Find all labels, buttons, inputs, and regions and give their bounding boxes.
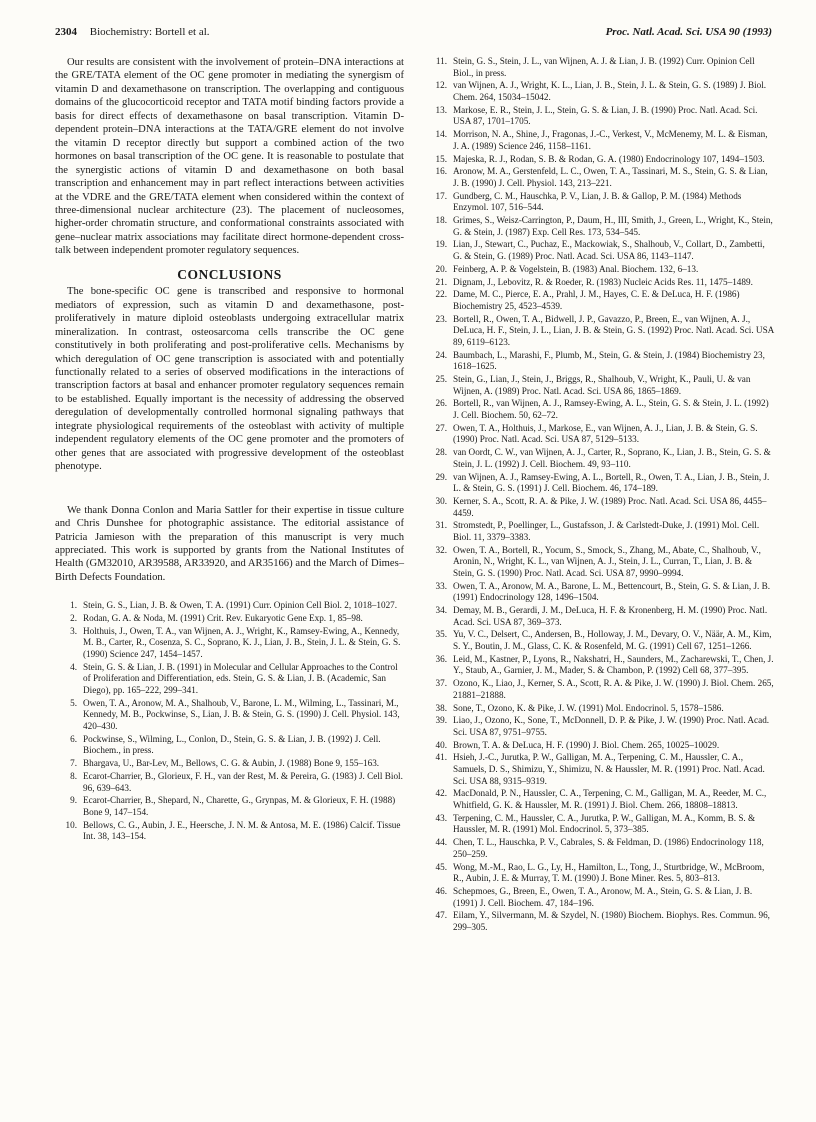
reference-entry (55, 734, 404, 757)
reference-number: 45. (435, 861, 447, 872)
reference-text: van Wijnen, A. J., Wright, K. L., Lian, J. B., Stein, J. L. & Stein, G. S. (1989) J. Biol. Chem. 264, 15034–15042. (453, 80, 767, 102)
reference-number: 27. (435, 422, 447, 433)
reference-entry (425, 105, 775, 128)
reference-text: Pockwinse, S., Wilming, L., Conlon, D., Stein, G. S. & Lian, J. B. (1992) J. Cell. Biochem., in press. (83, 733, 381, 756)
reference-entry (55, 698, 404, 733)
reference-text: Yu, V. C., Delsert, C., Andersen, B., Holloway, J. M., Devary, O. V., Näär, A. M., Kim, S. Y., Boutin, J. M., Glass, C. K. & Rosenfeld, M. G. (1991) Cell 67, 1251–1266. (453, 629, 772, 651)
reference-text: Eilam, Y., Silvermann, M. & Szydel, N. (1980) Biochem. Biophys. Res. Commun. 96, 299–305. (453, 910, 770, 932)
reference-number: 12. (435, 80, 447, 91)
reference-entry (425, 678, 775, 701)
reference-number: 37. (435, 678, 447, 689)
reference-entry (55, 758, 404, 770)
reference-text: Bellows, C. G., Aubin, J. E., Heersche, J. N. M. & Antosa, M. E. (1986) Calcif. Tissue Int. 38, 143–154. (83, 819, 401, 842)
reference-text: Baumbach, L., Marashi, F., Plumb, M., Stein, G. & Stein, J. (1984) Biochemistry 23, 1618–1625. (453, 349, 765, 372)
reference-number: 47. (435, 910, 447, 921)
reference-entry (425, 56, 775, 79)
reference-text: van Oordt, C. W., van Wijnen, A. J., Carter, R., Soprano, K., Lian, J. B., Stein, G. S. & Stein, J. L. (1992) J. Cell. Biochem. 49, 93–110. (453, 447, 771, 469)
reference-number: 39. (435, 715, 447, 726)
reference-text: Grimes, S., Weisz-Carrington, P., Daum, H., III, Smith, J., Green, L., Wright, K., Stein, G. & Stein, J. (1987) Exp. Cell Res. 173, 534–545. (453, 215, 773, 237)
reference-number: 33. (435, 580, 447, 591)
reference-text: Aronow, M. A., Gerstenfeld, L. C., Owen, T. A., Tassinari, M. S., Stein, G. S. & Lian, J. B. (1990) J. Cell. Physiol. 143, 213–221. (453, 166, 768, 188)
running-title: Biochemistry: Bortell et al. (89, 26, 210, 38)
reference-list-left (55, 600, 404, 843)
reference-entry (425, 545, 775, 580)
reference-text: Liao, J., Ozono, K., Sone, T., McDonnell, D. P. & Pike, J. W. (1990) Proc. Natl. Acad. Sci. USA 87, 9751–9755. (453, 715, 770, 737)
reference-text: Owen, T. A., Bortell, R., Yocum, S., Smock, S., Zhang, M., Abate, C., Shalhoub, V., Aronin, N., Wright, K. L., van Wijnen, A. J., Stein, J. L., Curran, T., Lian, J. B. & Stein, G. S. (1990) Proc. Natl. Acad. Sci. USA 87, 9990–9994. (453, 544, 761, 578)
reference-text: Hsieh, J.-C., Jurutka, P. W., Galligan, M. A., Terpening, C. M., Haussler, C. A., Samuels, D. S., Shimizu, Y., Shimizu, N. & Haussler, M. R. (1991) Proc. Natl. Acad. Sci. USA 88, 9315–9319. (453, 752, 765, 786)
reference-text: Dignam, J., Lebovitz, R. & Roeder, R. (1983) Nucleic Acids Res. 11, 1475–1489. (453, 276, 753, 287)
reference-number: 14. (435, 129, 447, 140)
reference-entry (55, 795, 404, 818)
reference-number: 38. (435, 702, 447, 713)
page-number: 2304 (55, 26, 77, 38)
reference-entry (425, 472, 775, 495)
discussion-paragraph: Our results are consistent with the involvement of protein–DNA interactions at the GRE/TATA element of the OC gene promoter in mediating the synergism of vitamin D and dexamethasone on transcription. The overlapping and contiguous domains of the glucocorticoid receptor and TATA motif binding factors provide a basis for direct effects of dexamethasone on basal transcription. Vitamin D-dependent protein–DNA interactions at the TATA/GRE element do not involve the vitamin D receptor directly but support a combined action of the two hormones on basal transcription of the OC gene. It is reasonable to postulate that the synergistic actions of vitamin D and dexamethasone on both basal transcription and enhancement may in part reflect interactions between activities at the VDRE and the GRE/TATA element when considered within the context of three-dimensional nuclear architecture (23). The placement of nucleosomes, higher-order chromatin structure, and conformational constraints associated with gene–nuclear matrix associations may facilitate direct hormone-dependent cross-talk between independent promoter regulatory sequences. (55, 57, 404, 257)
reference-number: 42. (435, 788, 447, 799)
reference-entry (55, 626, 404, 661)
reference-number: 30. (435, 495, 447, 506)
reference-entry (425, 191, 775, 214)
reference-entry (425, 862, 775, 885)
reference-number: 3. (70, 625, 77, 636)
reference-entry (55, 820, 404, 843)
reference-number: 32. (435, 544, 447, 555)
reference-entry (425, 166, 775, 189)
reference-number: 21. (435, 276, 447, 287)
reference-entry (425, 703, 775, 715)
reference-number: 10. (65, 819, 77, 830)
reference-number: 25. (435, 374, 447, 385)
reference-number: 29. (435, 471, 447, 482)
reference-number: 40. (435, 739, 447, 750)
reference-entry (425, 398, 775, 421)
reference-text: Gundberg, C. M., Hauschka, P. V., Lian, J. B. & Gallop, P. M. (1984) Methods Enzymol. 107, 516–544. (453, 190, 742, 213)
reference-text: Sone, T., Ozono, K. & Pike, J. W. (1991) Mol. Endocrinol. 5, 1578–1586. (453, 702, 724, 713)
reference-entry (425, 910, 775, 933)
reference-number: 28. (435, 447, 447, 458)
reference-entry (425, 215, 775, 238)
reference-text: Stein, G. S. & Lian, J. B. (1991) in Molecular and Cellular Approaches to the Control of Proliferation and Differentiation, eds. Stein, G. S. & Lian, J. B. (Academic, San Diego), pp. 165–222, 299–341. (83, 661, 398, 696)
reference-number: 8. (70, 770, 77, 781)
reference-text: Majeska, R. J., Rodan, S. B. & Rodan, G. A. (1980) Endocrinology 107, 1494–1503. (453, 153, 765, 164)
reference-text: Leid, M., Kastner, P., Lyons, R., Nakshatri, H., Saunders, M., Zacharewski, T., Chen, J. Y., Staub, A., Garnier, J. M., Mader, S. & Chambon, P. (1992) Cell 68, 377–395. (453, 653, 774, 676)
reference-entry (425, 740, 775, 752)
reference-text: Schepmoes, G., Breen, E., Owen, T. A., Aronow, M. A., Stein, G. S. & Lian, J. B. (1991) J. Cell. Biochem. 47, 184–196. (453, 885, 753, 908)
header-left (55, 26, 210, 38)
reference-number: 31. (435, 520, 447, 531)
reference-text: van Wijnen, A. J., Ramsey-Ewing, A. L., Bortell, R., Owen, T. A., Lian, J. B., Stein, J. L. & Stein, G. S. (1991) J. Cell. Biochem. 46, 174–189. (453, 471, 770, 494)
reference-text: Stromstedt, P., Poellinger, L., Gustafsson, J. & Carlstedt-Duke, J. (1991) Mol. Cell. Biol. 11, 3379–3383. (453, 520, 760, 542)
reference-number: 9. (70, 795, 77, 806)
reference-number: 23. (435, 313, 447, 324)
reference-number: 22. (435, 289, 447, 300)
reference-entry (425, 813, 775, 836)
reference-entry (425, 154, 775, 166)
reference-entry (425, 715, 775, 738)
reference-text: Feinberg, A. P. & Vogelstein, B. (1983) Anal. Biochem. 132, 6–13. (453, 263, 699, 274)
reference-text: Stein, G. S., Stein, J. L., van Wijnen, A. J. & Lian, J. B. (1992) Curr. Opinion Cell Biol., in press. (453, 56, 755, 78)
reference-entry (55, 662, 404, 697)
reference-entry (425, 289, 775, 312)
reference-entry (425, 374, 775, 397)
reference-entry (425, 277, 775, 289)
journal-citation: Proc. Natl. Acad. Sci. USA 90 (1993) (605, 26, 772, 38)
reference-entry (425, 581, 775, 604)
reference-entry (55, 771, 404, 794)
reference-text: Kerner, S. A., Scott, R. A. & Pike, J. W. (1989) Proc. Natl. Acad. Sci. USA 86, 4455–4459. (453, 495, 767, 518)
reference-text: Holthuis, J., Owen, T. A., van Wijnen, A. J., Wright, K., Ramsey-Ewing, A., Kennedy, M. B., Carter, R., Cosenza, S. C., Soprano, K. J., Lian, J. B., Stein, J. L. & Stein, G. S. (1990) Science 247, 1454–1457. (83, 625, 401, 660)
acknowledgments-paragraph: We thank Donna Conlon and Maria Sattler for their expertise in tissue culture and Chris Dunshee for photographic assistance. The editorial assistance of Patricia Jamieson with the preparation of this manuscript is very much appreciated. This work is supported by grants from the National Institutes of Health (GM32010, AR39588, AR33920, and AR35166) and the March of Dimes–Birth Defects Foundation. (55, 504, 404, 583)
reference-number: 4. (70, 661, 77, 672)
reference-number: 34. (435, 605, 447, 616)
reference-text: Stein, G. S., Lian, J. B. & Owen, T. A. (1991) Curr. Opinion Cell Biol. 2, 1018–1027. (83, 600, 398, 611)
reference-entry (55, 613, 404, 625)
reference-text: Owen, T. A., Aronow, M. A., Shalhoub, V., Barone, L. M., Wilming, L., Tassinari, M., Kennedy, M. B., Pockwinse, S., Lian, J. B. & Stein, G. S. (1990) J. Cell. Physiol. 143, 420–430. (83, 697, 400, 731)
reference-text: Owen, T. A., Holthuis, J., Markose, E., van Wijnen, A. J., Lian, J. B. & Stein, G. S. (1990) Proc. Natl. Acad. Sci. USA 87, 5129–5133. (453, 422, 758, 445)
reference-entry (425, 264, 775, 276)
reference-number: 18. (435, 215, 447, 226)
reference-number: 13. (435, 104, 447, 115)
reference-number: 15. (435, 153, 447, 164)
reference-text: Ecarot-Charrier, B., Glorieux, F. H., van der Rest, M. & Pereira, G. (1983) J. Cell Biol. 96, 639–643. (83, 770, 403, 793)
reference-text: Bortell, R., Owen, T. A., Bidwell, J. P., Gavazzo, P., Breen, E., van Wijnen, A. J., DeLuca, H. F., Stein, J. L., Lian, J. B. & Stein, G. S. (1992) Proc. Natl. Acad. Sci. USA 89, 6119–6123. (453, 313, 774, 347)
reference-number: 20. (435, 263, 447, 274)
reference-number: 24. (435, 349, 447, 360)
reference-number: 26. (435, 398, 447, 409)
reference-number: 1. (70, 600, 77, 611)
reference-entry (425, 423, 775, 446)
reference-entry (425, 239, 775, 262)
reference-text: Bhargava, U., Bar-Lev, M., Bellows, C. G. & Aubin, J. (1988) Bone 9, 155–163. (83, 758, 380, 769)
conclusions-paragraph: The bone-specific OC gene is transcribed and responsive to hormonal mediators of expression, such as vitamin D and dexamethasone, post-proliferatively in mature diploid osteoblasts undergoing extracellular matrix mineralization. In contrast, osteosarcoma cells transcribe the OC gene constitutively in both proliferating and post-proliferative cells. Mechanisms by which deregulation of OC gene transcription is associated with and potentially functionally related to a series of observed modifications in the interactions of transcription factors at basal and enhancer promoter regulatory sequences remain to be established. Equally important is the necessity of addressing the observed deregulation of developmentally controlled hormonal signaling pathways that integrate physiological requirements of the osteoblast with activity of multiple independent regulatory elements of the OC gene promoter and the promoters of other genes that are associated with progressive development of the osteoblast phenotype. (55, 286, 404, 473)
right-column (425, 56, 775, 935)
reference-text: Stein, G., Lian, J., Stein, J., Briggs, R., Shalhoub, V., Wright, K., Pauli, U. & van Wijnen, A. (1989) Proc. Natl. Acad. Sci. USA 86, 1865–1869. (453, 374, 751, 396)
reference-number: 36. (435, 653, 447, 664)
reference-text: Rodan, G. A. & Noda, M. (1991) Crit. Rev. Eukaryotic Gene Exp. 1, 85–98. (83, 613, 363, 624)
reference-text: Terpening, C. M., Haussler, C. A., Jurutka, P. W., Galligan, M. A., Komm, B. S. & Haussler, M. R. (1991) Mol. Endocrinol. 5, 373–385. (453, 812, 756, 835)
reference-text: Chen, T. L., Hauschka, P. V., Cabrales, S. & Feldman, D. (1986) Endocrinology 118, 250–259. (453, 837, 764, 859)
reference-entry (425, 129, 775, 152)
reference-list-right (425, 56, 775, 934)
reference-number: 44. (435, 837, 447, 848)
reference-entry (425, 314, 775, 349)
reference-number: 17. (435, 190, 447, 201)
reference-entry (425, 496, 775, 519)
reference-number: 2. (70, 613, 77, 624)
reference-number: 5. (70, 697, 77, 708)
reference-number: 19. (435, 239, 447, 250)
reference-text: Wong, M.-M., Rao, L. G., Ly, H., Hamilton, L., Tong, J., Sturtbridge, W., McBroom, R., Aubin, J. E. & Murray, T. M. (1990) J. Bone Miner. Res. 5, 803–813. (453, 861, 765, 884)
reference-text: Morrison, N. A., Shine, J., Fragonas, J.-C., Verkest, V., McMenemy, M. L. & Eisman, J. A. (1989) Science 246, 1158–1161. (453, 129, 768, 151)
reference-text: Demay, M. B., Gerardi, J. M., DeLuca, H. F. & Kronenberg, H. M. (1990) Proc. Natl. Acad. Sci. USA 87, 369–373. (453, 605, 768, 627)
reference-text: Bortell, R., van Wijnen, A. J., Ramsey-Ewing, A. L., Stein, G. S. & Stein, J. L. (1992) J. Cell. Biochem. 50, 62–72. (453, 398, 769, 421)
reference-text: Markose, E. R., Stein, J. L., Stein, G. S. & Lian, J. B. (1990) Proc. Natl. Acad. Sci. USA 87, 1701–1705. (453, 104, 758, 127)
reference-number: 6. (70, 733, 77, 744)
reference-number: 46. (435, 885, 447, 896)
reference-text: MacDonald, P. N., Haussler, C. A., Terpening, C. M., Galligan, M. A., Reeder, M. C., Whitfield, G. K. & Haussler, M. R. (1991) J. Biol. Chem. 266, 18808–18813. (453, 788, 767, 811)
reference-text: Lian, J., Stewart, C., Puchaz, E., Mackowiak, S., Shalhoub, V., Collart, D., Zambetti, G. & Stein, G. (1989) Proc. Natl. Acad. Sci. USA 86, 1143–1147. (453, 239, 765, 261)
reference-number: 41. (435, 752, 447, 763)
reference-entry (425, 629, 775, 652)
reference-entry (425, 605, 775, 628)
reference-number: 16. (435, 166, 447, 177)
reference-entry (425, 80, 775, 103)
conclusions-heading: CONCLUSIONS (177, 266, 282, 282)
reference-text: Ecarot-Charrier, B., Shepard, N., Charette, G., Grynpas, M. & Glorieux, F. H. (1988) Bone 9, 147–154. (83, 795, 396, 817)
reference-entry (425, 886, 775, 909)
reference-entry (425, 752, 775, 787)
reference-number: 35. (435, 629, 447, 640)
reference-entry (425, 447, 775, 470)
running-header (55, 26, 772, 42)
reference-entry (425, 837, 775, 860)
reference-number: 43. (435, 812, 447, 823)
reference-entry (425, 350, 775, 373)
reference-text: Ozono, K., Liao, J., Kerner, S. A., Scott, R. A. & Pike, J. W. (1990) J. Biol. Chem. 265, 21881–21888. (453, 678, 774, 700)
reference-text: Owen, T. A., Aronow, M. A., Barone, L. M., Bettencourt, B., Stein, G. S. & Lian, J. B. (1991) Endocrinology 128, 1496–1504. (453, 580, 771, 603)
reference-number: 7. (70, 758, 77, 769)
reference-entry (425, 520, 775, 543)
reference-number: 11. (435, 56, 447, 66)
left-column (55, 56, 404, 844)
reference-text: Brown, T. A. & DeLuca, H. F. (1990) J. Biol. Chem. 265, 10025–10029. (453, 739, 720, 750)
reference-entry (55, 600, 404, 612)
reference-entry (425, 788, 775, 811)
reference-entry (425, 654, 775, 677)
reference-text: Dame, M. C., Pierce, E. A., Prahl, J. M., Hayes, C. E. & DeLuca, H. F. (1986) Biochemistry 25, 4523–4539. (453, 289, 740, 311)
